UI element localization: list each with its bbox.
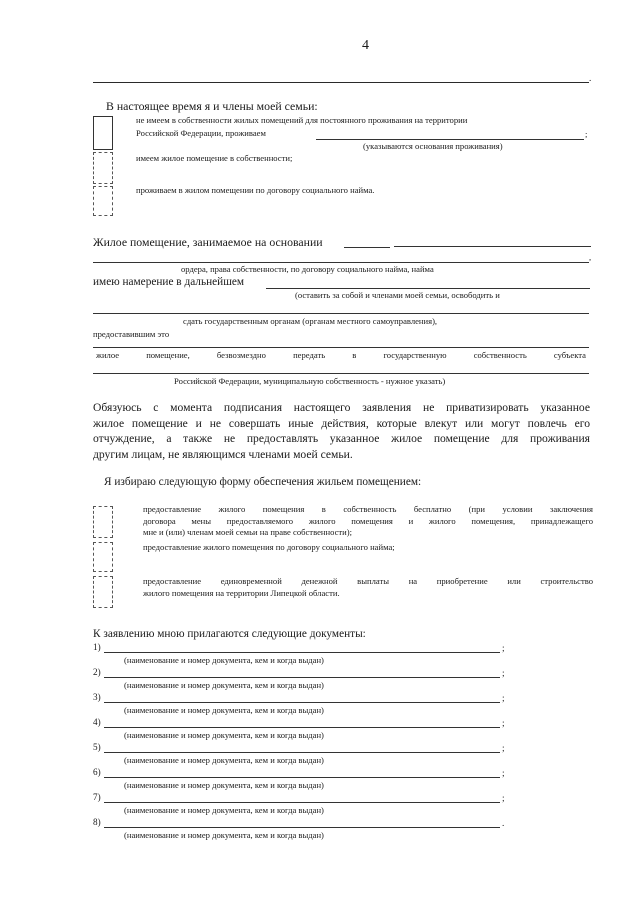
- documents-heading: К заявлению мною прилагаются следующие документы:: [93, 628, 366, 640]
- section3-heading: Я избираю следующую форму обеспечения жильем помещением:: [104, 476, 422, 488]
- section1-option1-line2-end: ;: [585, 129, 588, 139]
- page-number: 4: [362, 38, 369, 53]
- document-end: ;: [502, 768, 505, 778]
- document-field[interactable]: [104, 652, 500, 653]
- top-fill-line[interactable]: [93, 82, 589, 83]
- transfer-hint: Российской Федерации, муниципальную собственность - нужное указать): [174, 376, 446, 386]
- intention-hint: (оставить за собой и членами моей семьи, освободить и: [295, 290, 500, 300]
- intention-hint2: сдать государственным органам (органам местного самоуправления),: [183, 316, 438, 326]
- document-number: 1): [93, 642, 101, 652]
- obligation-paragraph: [93, 400, 590, 462]
- intention-field-line2[interactable]: [93, 313, 589, 314]
- document-number: 8): [93, 817, 101, 827]
- obligation-line: Обязуюсь с момента подписания настоящего заявления не приватизировать указанное: [93, 401, 590, 414]
- document-hint: (наименование и номер документа, кем и когда выдан): [124, 755, 324, 765]
- section3-option3: [143, 576, 593, 599]
- transfer-word: безвозмездно: [216, 350, 266, 360]
- document-hint: (наименование и номер документа, кем и когда выдан): [124, 830, 324, 840]
- basis-hint: ордера, права собственности, по договору социального найма, найма: [181, 264, 434, 274]
- section3-option1-line: мне и (или) членам моей семьи на праве собственности);: [143, 527, 353, 538]
- section1-option1-line2: Российской Федерации, проживаем: [136, 128, 266, 138]
- document-number: 6): [93, 767, 101, 777]
- section1-option1-line1: не имеем в собственности жилых помещений для постоянного проживания на территории: [136, 115, 468, 125]
- document-field[interactable]: [104, 727, 500, 728]
- basis-field[interactable]: [394, 246, 591, 247]
- intention-field-line3[interactable]: [93, 347, 589, 348]
- obligation-line: отчуждение, а также не предоставлять указанное жилое помещение для проживания: [93, 432, 590, 446]
- document-field[interactable]: [104, 677, 500, 678]
- document-end: ;: [502, 643, 505, 653]
- document-hint: (наименование и номер документа, кем и когда выдан): [124, 730, 324, 740]
- section3-option3-line: жилого помещения на территории Липецкой области.: [143, 587, 340, 598]
- transfer-field-line[interactable]: [93, 373, 589, 374]
- section1-residence-basis-field[interactable]: [316, 139, 584, 140]
- section3-checkbox-1[interactable]: [93, 506, 113, 538]
- document-end: ;: [502, 743, 505, 753]
- document-end: ;: [502, 718, 505, 728]
- document-end: .: [502, 818, 505, 828]
- basis-field-short[interactable]: [344, 247, 390, 248]
- section3-option1: [143, 504, 593, 539]
- transfer-word: жилое: [96, 350, 120, 360]
- transfer-word: в: [352, 350, 357, 360]
- document-hint: (наименование и номер документа, кем и когда выдан): [124, 805, 324, 815]
- document-hint: (наименование и номер документа, кем и когда выдан): [124, 780, 324, 790]
- section1-option2: имеем жилое помещение в собственности;: [136, 153, 293, 163]
- basis-end: ,: [589, 252, 592, 262]
- section1-option1-hint: (указываются основания проживания): [363, 141, 503, 151]
- top-fill-line-end: .: [589, 73, 592, 83]
- basis-label: Жилое помещение, занимаемое на основании: [93, 235, 323, 249]
- document-end: ;: [502, 668, 505, 678]
- document-number: 7): [93, 792, 101, 802]
- document-number: 3): [93, 692, 101, 702]
- intention-hint3: предоставившим это: [93, 329, 170, 339]
- document-end: ;: [502, 793, 505, 803]
- document-number: 5): [93, 742, 101, 752]
- intention-label: имею намерение в дальнейшем: [93, 276, 245, 288]
- section3-checkbox-3[interactable]: [93, 576, 113, 608]
- transfer-word: государственную: [383, 350, 447, 360]
- document-field[interactable]: [104, 802, 500, 803]
- intention-field[interactable]: [266, 288, 590, 289]
- document-field[interactable]: [104, 752, 500, 753]
- obligation-line: жилое помещение и не совершать иные действия, которые влекут или могут повлечь его: [93, 416, 590, 430]
- section1-heading: В настоящее время я и члены моей семьи:: [106, 99, 318, 113]
- transfer-word: субъекта: [553, 350, 586, 360]
- section3-checkbox-2[interactable]: [93, 542, 113, 572]
- document-hint: (наименование и номер документа, кем и когда выдан): [124, 705, 324, 715]
- document-hint: (наименование и номер документа, кем и когда выдан): [124, 680, 324, 690]
- document-field[interactable]: [104, 702, 500, 703]
- section3-option3-line: предоставление единовременной денежной выплаты на приобретение или строительство: [143, 576, 593, 586]
- section1-checkbox-1[interactable]: [93, 116, 113, 150]
- section3-option1-line: предоставление жилого помещения в собственность бесплатно (при условии заключения: [143, 504, 593, 514]
- document-end: ;: [502, 693, 505, 703]
- transfer-word: собственность: [473, 350, 527, 360]
- transfer-line: [96, 350, 586, 360]
- transfer-word: передать: [293, 350, 326, 360]
- document-number: 2): [93, 667, 101, 677]
- obligation-line: другим лицам, не являющимся членами моей семьи.: [93, 447, 353, 461]
- document-number: 4): [93, 717, 101, 727]
- section1-checkbox-2[interactable]: [93, 152, 113, 184]
- section1-checkbox-3[interactable]: [93, 186, 113, 216]
- transfer-word: помещение,: [146, 350, 190, 360]
- document-hint: (наименование и номер документа, кем и когда выдан): [124, 655, 324, 665]
- basis-field-line2[interactable]: [93, 262, 589, 263]
- document-field[interactable]: [104, 777, 500, 778]
- section1-option3: проживаем в жилом помещении по договору социального найма.: [136, 185, 375, 195]
- section3-option2: предоставление жилого помещения по договору социального найма;: [143, 542, 395, 552]
- document-field[interactable]: [104, 827, 500, 828]
- section3-option1-line: договора мены предоставляемого жилого помещения и жилого помещения, принадлежащего: [143, 515, 593, 526]
